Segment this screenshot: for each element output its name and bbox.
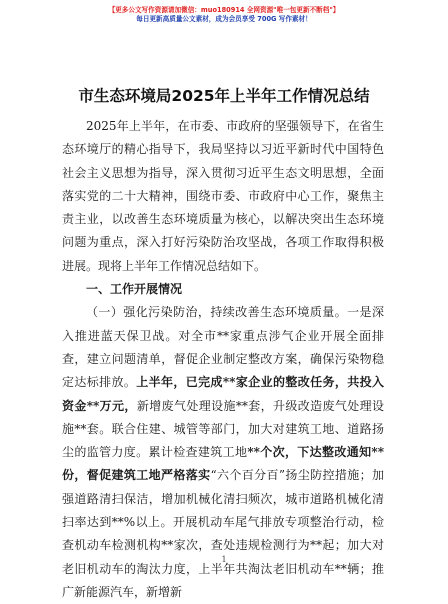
section-heading: 一、工作开展情况: [86, 282, 183, 297]
para-text-part1: （一）强化污染防治，持续改善生态环境质量。一是深入推进蓝天保卫战。对全市**家重点涉气企业开展全面排查，建立问题清单，督促企业制定整改方案，确保污染物稳定达标排放。: [62, 305, 384, 390]
para-bold-text-2: **个次，下达整改通知**份，督促建筑工地严格落实: [62, 445, 384, 483]
para-text-part2: 新增废气处理设施**套，升级改造废气处理设施**套。联合住建、城管等部门，加大对建筑工地、道路扬尘的监管力度。累计检查建筑工地: [62, 398, 384, 460]
para-bold-text-1: 上半年，已完成**家企业的整改任务，共投入资金**万元，: [62, 375, 384, 413]
para-text-part3: “六个百分百”扬尘防控措施；加强道路清扫保洁，增加机械化清扫频次，城市道路机械化清扫率达到**%以上。开展机动车尾气排放专项整治行动，检查机动车检测机构**家次，查处违规检测行为**起；加大对老旧机动车的淘汰力度，上半年共淘汰老旧机动车**辆；推广新能源汽车，新增新: [62, 468, 384, 599]
document-title: 市生态环境局2025年上半年工作情况总结: [78, 87, 370, 105]
document-body: [62, 115, 384, 604]
header-banner: [0, 0, 448, 24]
banner-promo-line: 【更多公文写作资源请加微信：muo180914 全网资源"唯一包更新不断档"】: [108, 6, 340, 14]
intro-paragraph: 2025年上半年，在市委、市政府的坚强领导下，在省生态环境厅的精心指导下，我局坚持以习近平新时代中国特色社会主义思想为指导，深入贯彻习近平生态文明思想，全面落实党的二十大精神，围绕市委、市政府中心工作，聚焦主责主业，以改善生态环境质量为核心，以解决突出生态环境问题为重点，深入打好污染防治攻坚战，各项工作取得积极进展。现将上半年工作情况总结如下。: [62, 119, 384, 273]
page-number: 1: [221, 555, 227, 564]
banner-subtitle-line: 每日更新高质量公文素材，成为会员享受 700G 写作素材！: [136, 15, 312, 23]
